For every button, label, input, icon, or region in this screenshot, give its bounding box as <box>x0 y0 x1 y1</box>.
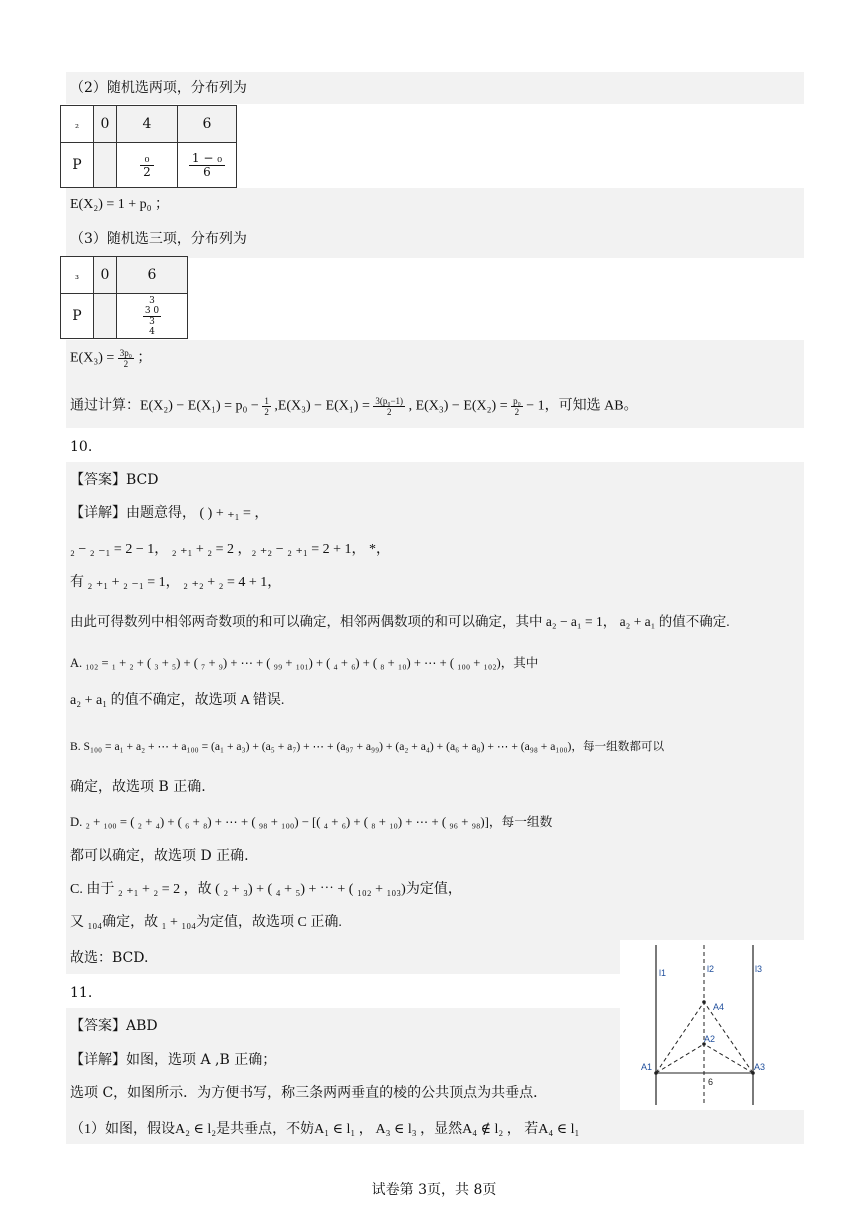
detail-line: ₂ − ₂ ₋₁ = 2 − 1， ₂ ₊₁ + ₂ = 2 ，₂ ₊₂ − ₂ ₊₁ = 2 + 1， *， <box>70 542 391 557</box>
page-footer: 试卷第 3页，共 8页 <box>371 1182 497 1198</box>
label-a4: A4 <box>713 1002 725 1012</box>
table-cell <box>94 143 117 188</box>
fraction: $\frac{\text{₀}}{2}$ <box>140 152 154 179</box>
option-d: D. ₂ + ₁₀₀ = ( ₂ + ₄) + ( ₆ + ₈) + ⋯ + ( ₉₈ + ₁₀₀) − [( ₄ + ₆) + ( ₈ + ₁₀) + ⋯ + ( ₉₆ + ₉₈)]，每一组数 <box>70 815 553 829</box>
table-cell: 0 <box>94 106 117 143</box>
table-cell <box>117 143 178 188</box>
fraction: $\frac{\text{3p₀}}{2}$ <box>119 348 132 369</box>
table-cell: ₂ <box>61 106 94 143</box>
table-cell: ₃ <box>61 257 94 294</box>
option-c: 又 ₁₀₄确定，故 ₁ + ₁₀₄为定值，故选项 C 正确. <box>70 915 342 930</box>
label-a2: A2 <box>704 1034 716 1044</box>
detail-line: 【详解】如图，选项 A ,B 正确； <box>70 1052 277 1068</box>
option-c: C. 由于 ₂ ₊₁ + ₂ = 2 ，故 ( ₂ + ₃) + ( ₄ + ₅) + ⋯ + ( ₁₀₂ + ₁₀₃)为定值， <box>70 882 462 897</box>
table-cell <box>117 294 188 339</box>
label-l2: l2 <box>707 964 715 974</box>
distribution-table-x3 <box>60 256 188 339</box>
table-cell: P <box>61 294 94 339</box>
segment-a3-a2 <box>704 1044 753 1073</box>
option-b: 确定，故选项 B 正确. <box>70 779 206 795</box>
table-cell <box>94 294 117 339</box>
detail-line: 有 ₂ ₊₁ + ₂ ₋₁ = 1， ₂ ₊₂ + ₂ = 4 + 1， <box>70 575 282 590</box>
label-l1: l1 <box>659 968 667 978</box>
part3-heading: （3）随机选三项，分布列为 <box>70 231 247 247</box>
option-d: 都可以确定，故选项 D 正确. <box>70 848 249 864</box>
option-b: B. S₁₀₀ = a₁ + a₂ + ⋯ + a₁₀₀ = (a₁ + a₃) + (a₅ + a₇) + ⋯ + (a₉₇ + a₉₉) + (a₂ + a₄) + (a₆ + a₈) + ⋯ + (a₉₈ + a₁₀₀)，每一组数都可以 <box>70 740 665 753</box>
table-cell: 6 <box>178 106 237 143</box>
geometry-figure <box>620 940 804 1110</box>
fraction: $\frac{1}{2}$ <box>264 396 269 417</box>
point-a4 <box>702 1000 706 1004</box>
answer-label: 【答案】BCD <box>70 472 159 488</box>
table-cell: 4 <box>117 106 178 143</box>
part2-heading: （2）随机选两项，分布列为 <box>70 80 247 96</box>
detail-line: 选项 C，如图所示．为方便书写，称三条两两垂直的棱的公共顶点为共垂点． <box>70 1085 548 1101</box>
detail-line: 【详解】由题意得， ( ) + ₊₁ = ， <box>70 506 269 521</box>
detail-line: 由此可得数列中相邻两奇数项的和可以确定，相邻两偶数项的和可以确定，其中 a₂ − a₁ = 1， a₂ + a₁ 的值不确定. <box>70 614 730 629</box>
segment-a1-a2 <box>656 1044 704 1073</box>
option-a: a₂ + a₁ 的值不确定，故选项 A 错误. <box>70 693 285 708</box>
expectation-x2: E(X₂) = 1 + p₀ ； <box>70 197 170 212</box>
expectation-x3: E(X₃) = $\frac{\text{3p₀}}{2}$ ； <box>70 348 152 369</box>
fraction: 3 3 0 3 4 <box>144 295 160 337</box>
answer-label: 【答案】ABD <box>70 1018 158 1034</box>
fraction: $\frac{\text{3(p₀−1)}}{2}$ <box>375 396 404 417</box>
segment-a1-a4 <box>656 1002 704 1073</box>
table-cell: 6 <box>117 257 188 294</box>
conclusion: 故选：BCD. <box>70 950 149 966</box>
detail-line: （1）如图，假设A₂ ∈ l₂是共垂点，不妨A₁ ∈ l₁ ， A₃ ∈ l₃ ，显然A₄ ∉ l₂ ， 若A₄ ∈ l₁ <box>70 1122 580 1137</box>
geometry-diagram <box>620 940 804 1110</box>
point-a1 <box>654 1071 658 1075</box>
fraction: $\frac{\text{1 − ₀}}{6}$ <box>189 152 225 179</box>
question-number: 11. <box>70 985 93 1001</box>
calculation-line: 通过计算：E(X₂) − E(X₁) = p₀ − $\frac{1}{2}$ ,E(X₃) − E(X₁) = $\frac{\text{3(p₀−1)}}{2}$ , E(X₃) − E(X₂) = $\frac{\text{p₀}}{2}$ − 1，可知选 AB。 <box>70 396 638 417</box>
table-cell: P <box>61 143 94 188</box>
option-a: A. ₁₀₂ = ₁ + ₂ + ( ₃ + ₅) + ( ₇ + ₉) + ⋯ + ( ₉₉ + ₁₀₁) + ( ₄ + ₆) + ( ₈ + ₁₀) + ⋯ + ( ₁₀₀ + ₁₀₂)，其中 <box>70 656 539 670</box>
label-l3: l3 <box>755 964 763 974</box>
question-number: 10. <box>70 439 93 455</box>
distribution-table-x2 <box>60 105 237 188</box>
table-cell: 0 <box>94 257 117 294</box>
label-six: 6 <box>708 1077 714 1087</box>
label-a1: A1 <box>641 1062 653 1072</box>
fraction: $\frac{\text{p₀}}{2}$ <box>513 396 521 417</box>
label-a3: A3 <box>754 1062 766 1072</box>
table-cell <box>178 143 237 188</box>
